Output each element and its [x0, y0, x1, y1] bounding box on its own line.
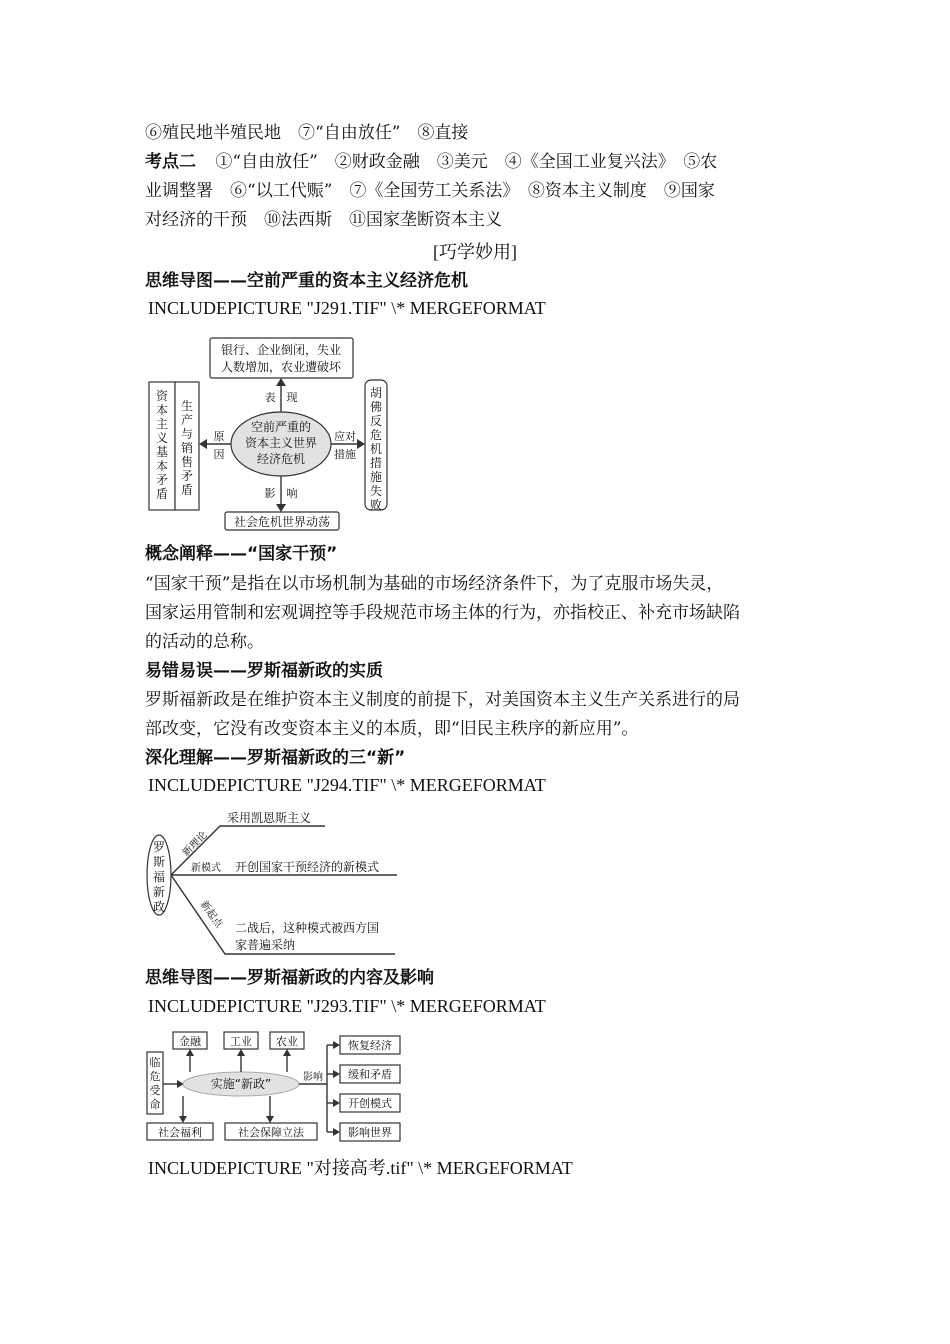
- svg-text:盾: 盾: [155, 487, 169, 501]
- svg-text:主: 主: [155, 417, 169, 431]
- svg-text:危: 危: [369, 428, 383, 442]
- mm1-label-left2: 因: [213, 448, 225, 461]
- svg-text:命: 命: [149, 1098, 161, 1111]
- svg-text:败: 败: [369, 498, 383, 512]
- final-include: INCLUDEPICTURE "对接高考.tif" \* MERGEFORMAT: [148, 1158, 573, 1178]
- mistake-line-1: 罗斯福新政是在维护资本主义制度的前提下，对美国资本主义生产关系进行的局: [145, 690, 740, 710]
- svg-text:斯: 斯: [152, 855, 166, 869]
- svg-text:佛: 佛: [369, 400, 383, 414]
- mm1-center-line2: 资本主义世界: [244, 436, 318, 450]
- deepen-branch3-text2: 家普遍采纳: [235, 938, 296, 952]
- mm1-left-outer-text: [156, 388, 169, 501]
- deepen-diagram: [145, 808, 400, 958]
- svg-text:资: 资: [155, 389, 169, 403]
- mm1-center-line1: 空前严重的: [250, 420, 312, 434]
- svg-text:临: 临: [149, 1056, 161, 1069]
- deepen-include: INCLUDEPICTURE "J294.TIF" \* MERGEFORMAT: [148, 775, 546, 795]
- svg-text:福: 福: [152, 870, 166, 884]
- svg-text:产: 产: [180, 413, 194, 427]
- mindmap2-heading: 思维导图——罗斯福新政的内容及影响: [145, 968, 434, 988]
- svg-text:与: 与: [180, 427, 194, 441]
- svg-text:销: 销: [180, 441, 194, 455]
- svg-text:新: 新: [152, 885, 166, 899]
- mm1-right-box-text: [370, 385, 382, 512]
- mindmap2-include: INCLUDEPICTURE "J293.TIF" \* MERGEFORMAT: [148, 996, 546, 1016]
- mm1-center-line3: 经济危机: [256, 452, 306, 466]
- svg-text:盾: 盾: [180, 483, 194, 497]
- svg-text:矛: 矛: [155, 473, 169, 487]
- mm2-influence-label: 影响: [303, 1072, 323, 1083]
- svg-text:施: 施: [369, 470, 383, 484]
- deepen-branch2-text: 开创国家干预经济的新模式: [235, 860, 380, 874]
- mm1-label-left1: 原: [213, 430, 225, 443]
- mm2-right-box-ease-text: 缓和矛盾: [348, 1068, 392, 1081]
- answer-line-3: 业调整署 ⑥“以工代赈” ⑦《全国劳工关系法》 ⑧资本主义制度 ⑨国家: [145, 181, 715, 201]
- svg-text:危: 危: [149, 1070, 161, 1083]
- mindmap1-diagram: [145, 334, 395, 534]
- deepen-branch2-label: 新模式: [191, 863, 221, 874]
- svg-text:措: 措: [369, 456, 383, 470]
- svg-text:政: 政: [152, 900, 166, 914]
- svg-text:矛: 矛: [180, 469, 194, 483]
- mm2-right-box-recovery-text: 恢复经济: [348, 1039, 392, 1052]
- answer-line-4: 对经济的干预 ⑩法西斯 ⑪国家垄断资本主义: [145, 210, 502, 230]
- answer-line-2: [145, 151, 717, 173]
- deepen-heading: 深化理解——罗斯福新政的三“新”: [145, 748, 406, 768]
- mm1-label-bottom: 影 响: [264, 487, 298, 500]
- mm1-label-top: 表 现: [264, 391, 298, 404]
- mindmap1-include: INCLUDEPICTURE "J291.TIF" \* MERGEFORMAT: [148, 298, 546, 318]
- svg-text:罗: 罗: [152, 840, 166, 854]
- mm2-top-box-industry-text: 工业: [230, 1035, 252, 1048]
- mm1-bottom-box-text: 社会危机世界动荡: [233, 515, 331, 529]
- kaodian-label: 考点二: [145, 152, 196, 172]
- svg-text:受: 受: [149, 1084, 161, 1097]
- deepen-branch1-text: 采用凯恩斯主义: [227, 811, 312, 825]
- svg-text:反: 反: [369, 414, 383, 428]
- mm1-label-right1: 应对: [334, 430, 356, 443]
- deepen-oval-text: [153, 840, 165, 914]
- mistake-line-2: 部改变，它没有改变资本主义的本质，即“旧民主秩序的新应用”。: [145, 719, 639, 739]
- mm2-center-text: 实施“新政”: [210, 1077, 272, 1091]
- svg-text:生: 生: [180, 399, 194, 413]
- svg-text:售: 售: [180, 455, 194, 469]
- mm1-label-right2: 措施: [334, 448, 356, 461]
- mm1-top-box-line2: 人数增加，农业遭破坏: [220, 360, 342, 374]
- deepen-branch1-label: 新理论: [180, 829, 210, 859]
- mm2-top-box-finance-text: 金融: [179, 1035, 201, 1048]
- mistake-heading: 易错易误——罗斯福新政的实质: [145, 661, 383, 681]
- deepen-branch3-label: 新起点: [197, 899, 225, 931]
- section-title: [巧学妙用]: [433, 242, 517, 262]
- answer-line-2-text: ①“自由放任” ②财政金融 ③美元 ④《全国工业复兴法》 ⑤农: [215, 152, 718, 172]
- mindmap1-heading: 思维导图——空前严重的资本主义经济危机: [145, 271, 468, 291]
- mm2-bottom-box-welfare-text: 社会福利: [158, 1126, 202, 1139]
- deepen-branch3-text1: 二战后，这种模式被西方国: [235, 921, 380, 935]
- mm1-top-box-line1: 银行、企业倒闭，失业: [220, 343, 342, 357]
- svg-text:机: 机: [369, 442, 383, 456]
- mm1-left-inner-text: [181, 398, 193, 497]
- svg-text:失: 失: [369, 484, 383, 498]
- svg-text:本: 本: [155, 459, 169, 473]
- svg-text:胡: 胡: [369, 386, 383, 400]
- concept-line-3: 的活动的总称。: [145, 632, 264, 652]
- concept-line-1: “国家干预”是指在以市场机制为基础的市场经济条件下，为了克服市场失灵，: [145, 574, 724, 594]
- mm2-right-box-pioneer-text: 开创模式: [348, 1097, 392, 1110]
- concept-line-2: 国家运用管制和宏观调控等手段规范市场主体的行为，亦指校正、补充市场缺陷: [145, 603, 740, 623]
- svg-text:本: 本: [155, 403, 169, 417]
- answer-line-1: ⑥殖民地半殖民地 ⑦“自由放任” ⑧直接: [145, 123, 469, 143]
- mindmap2-diagram: [145, 1030, 405, 1145]
- mm2-top-box-agriculture-text: 农业: [276, 1035, 298, 1048]
- mm2-right-box-world-text: 影响世界: [348, 1126, 392, 1139]
- concept-heading: 概念阐释——“国家干预”: [145, 544, 338, 564]
- svg-text:基: 基: [155, 445, 169, 459]
- mm2-bottom-box-legislation-text: 社会保障立法: [238, 1126, 304, 1139]
- svg-text:义: 义: [155, 431, 169, 445]
